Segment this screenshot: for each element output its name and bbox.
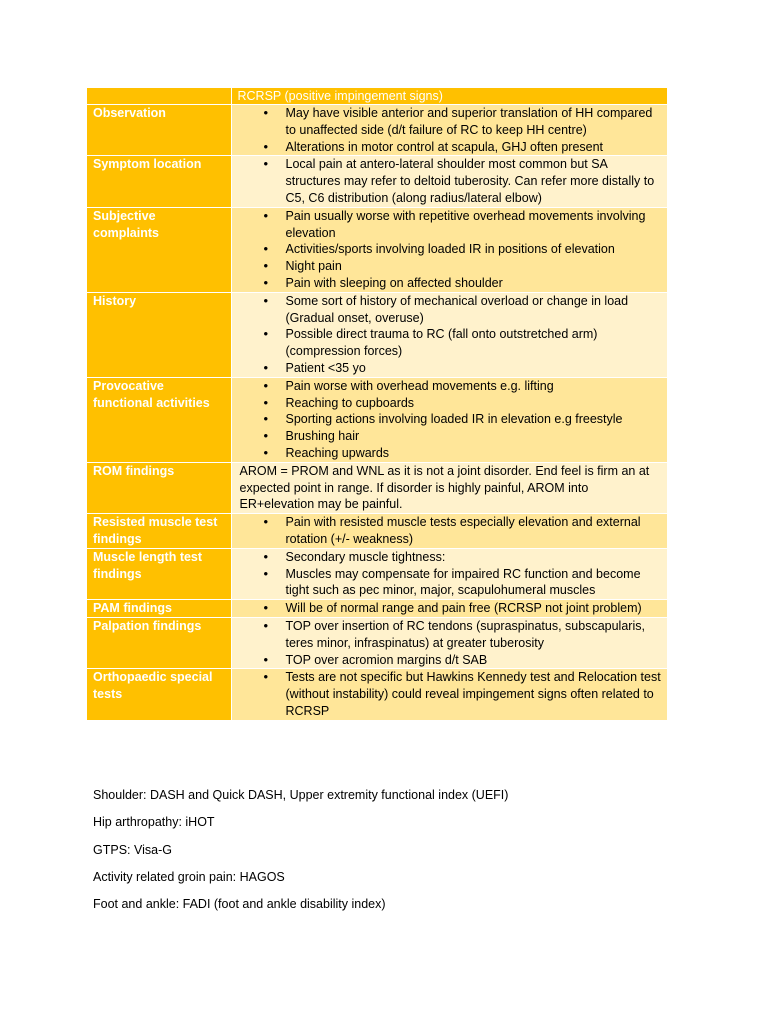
bullet-item: • Some sort of history of mechanical overload or change in load (Gradual onset, overuse)	[238, 293, 662, 327]
row-content	[231, 600, 667, 618]
note-line: Shoulder: DASH and Quick DASH, Upper extremity functional index (UEFI)	[93, 788, 509, 802]
header-label-cell	[87, 88, 231, 105]
table-row	[87, 617, 667, 668]
row-label: Palpation findings	[87, 617, 231, 668]
note-line: GTPS: Visa-G	[93, 842, 172, 857]
table-row	[87, 548, 667, 599]
table-row	[87, 207, 667, 292]
bullet-item: • Reaching upwards	[238, 445, 662, 462]
bullet-item: • Pain with sleeping on affected shoulder	[238, 275, 662, 292]
row-content	[231, 207, 667, 292]
bullet-item: • Will be of normal range and pain free (RCRSP not joint problem)	[238, 600, 662, 617]
bullet-item: • Reaching to cupboards	[238, 395, 662, 412]
table-header-row	[87, 88, 667, 105]
bullet-list	[238, 600, 662, 617]
row-label: Symptom location	[87, 156, 231, 207]
row-label: Orthopaedic special tests	[87, 669, 231, 720]
row-content	[231, 617, 667, 668]
header-title: RCRSP (positive impingement signs)	[231, 88, 667, 105]
bullet-list	[238, 378, 662, 462]
bullet-list	[238, 514, 662, 548]
table-row	[87, 156, 667, 207]
bullet-list	[238, 208, 662, 292]
bullet-list	[238, 293, 662, 377]
row-content	[231, 669, 667, 720]
bullet-list	[238, 549, 662, 599]
row-content	[231, 156, 667, 207]
table-row	[87, 377, 667, 462]
bullet-list	[238, 618, 662, 668]
bullet-list	[238, 669, 662, 719]
row-label: Observation	[87, 105, 231, 156]
table-body	[87, 88, 667, 720]
bullet-item: • Local pain at antero-lateral shoulder most common but SA structures may refer to deltoid tuberosity. Can refer more distally to C5, C6 distribution (along radius/lateral elbow)	[238, 156, 662, 206]
note-line: Foot and ankle: FADI (foot and ankle disability index)	[93, 897, 386, 912]
row-content	[231, 292, 667, 377]
table-row	[87, 669, 667, 720]
bullet-item: • Brushing hair	[238, 428, 662, 445]
note-line: Hip arthropathy: iHOT	[93, 815, 215, 830]
bullet-item: • Tests are not specific but Hawkins Kennedy test and Relocation test (without instability) could reveal impingement signs often related to RCRSP	[238, 669, 662, 719]
table-row	[87, 600, 667, 618]
row-label: ROM findings	[87, 462, 231, 513]
bullet-list	[238, 105, 662, 155]
bullet-item: • Secondary muscle tightness:	[238, 549, 662, 566]
bullet-item: • Sporting actions involving loaded IR in elevation e.g freestyle	[238, 411, 662, 428]
table-row	[87, 462, 667, 513]
bullet-item: • May have visible anterior and superior translation of HH compared to unaffected side (d/t failure of RC to keep HH centre)	[238, 105, 662, 139]
row-content	[231, 462, 667, 513]
row-label: History	[87, 292, 231, 377]
table-row	[87, 292, 667, 377]
row-content	[231, 548, 667, 599]
bullet-item: • Pain usually worse with repetitive overhead movements involving elevation	[238, 208, 662, 242]
bullet-item: • Alterations in motor control at scapula, GHJ often present	[238, 139, 662, 156]
row-content	[231, 377, 667, 462]
row-label: Subjective complaints	[87, 207, 231, 292]
bullet-item: • Pain worse with overhead movements e.g. lifting	[238, 378, 662, 395]
outcome-measures-notes	[93, 787, 693, 923]
bullet-item: • Night pain	[238, 258, 662, 275]
table-row	[87, 514, 667, 549]
row-label: PAM findings	[87, 600, 231, 618]
row-content	[231, 105, 667, 156]
bullet-item: • TOP over insertion of RC tendons (supraspinatus, subscapularis, teres minor, infraspinatus) at greater tuberosity	[238, 618, 662, 652]
bullet-item: • Patient <35 yo	[238, 360, 662, 377]
bullet-item: • Muscles may compensate for impaired RC function and become tight such as pec minor, major, scapulohumeral muscles	[238, 566, 662, 600]
row-text: AROM = PROM and WNL as it is not a joint disorder. End feel is firm an at expected point in range. If disorder is highly painful, AROM into ER+elevation may be painful.	[239, 463, 650, 512]
note-line: Activity related groin pain: HAGOS	[93, 869, 285, 884]
bullet-item: • TOP over acromion margins d/t SAB	[238, 652, 662, 669]
bullet-item: • Pain with resisted muscle tests especially elevation and external rotation (+/- weakness)	[238, 514, 662, 548]
row-label: Muscle length test findings	[87, 548, 231, 599]
row-content	[231, 514, 667, 549]
bullet-item: • Activities/sports involving loaded IR in positions of elevation	[238, 241, 662, 258]
row-label: Provocative functional activities	[87, 377, 231, 462]
bullet-item: • Possible direct trauma to RC (fall onto outstretched arm) (compression forces)	[238, 326, 662, 360]
bullet-list	[238, 156, 662, 206]
row-label: Resisted muscle test findings	[87, 514, 231, 549]
rcrsp-table	[87, 88, 667, 720]
table-row	[87, 105, 667, 156]
